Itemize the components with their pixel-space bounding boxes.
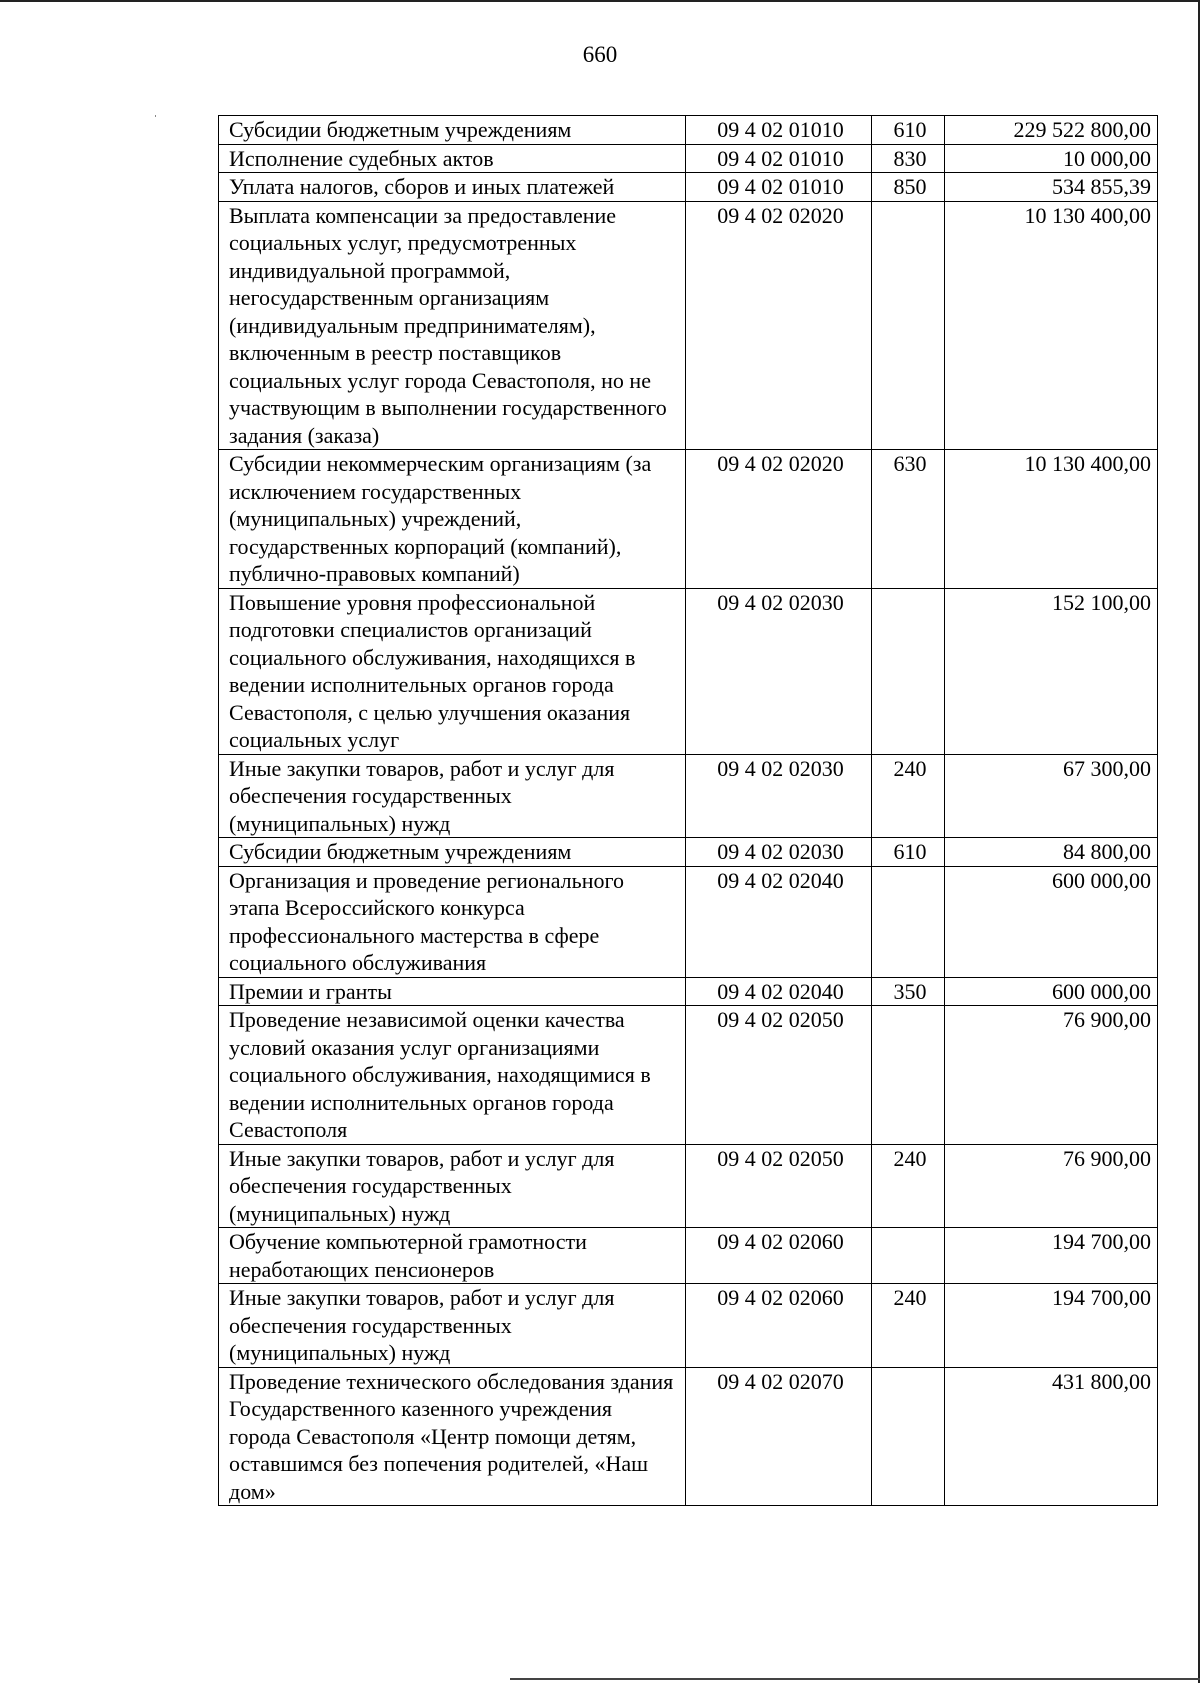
expense-type-cell: 630 xyxy=(872,450,945,589)
target-article-code-cell: 09 4 02 02060 xyxy=(686,1284,872,1368)
table-row xyxy=(219,1284,1158,1368)
amount-cell: 10 130 400,00 xyxy=(945,450,1158,589)
amount-cell: 84 800,00 xyxy=(945,838,1158,867)
target-article-code-cell: 09 4 02 01010 xyxy=(686,173,872,202)
row-name-cell: Субсидии некоммерческим организациям (за исключением государственных (муниципальных) учреждений, государственных корпораций (компаний), публично-правовых компаний) xyxy=(219,450,686,589)
table-row xyxy=(219,144,1158,173)
budget-table-body xyxy=(219,116,1158,1506)
scan-mark xyxy=(155,115,156,117)
row-name-cell: Иные закупки товаров, работ и услуг для обеспечения государственных (муниципальных) нужд xyxy=(219,754,686,838)
table-row xyxy=(219,1228,1158,1284)
target-article-code-cell: 09 4 02 01010 xyxy=(686,144,872,173)
scan-edge-bottom xyxy=(510,1678,1200,1680)
expense-type-cell xyxy=(872,1228,945,1284)
scan-edge-top xyxy=(0,0,1200,2)
expense-type-cell: 240 xyxy=(872,1284,945,1368)
expense-type-cell xyxy=(872,866,945,977)
table-row xyxy=(219,754,1158,838)
target-article-code-cell: 09 4 02 02040 xyxy=(686,866,872,977)
table-row xyxy=(219,1144,1158,1228)
expense-type-cell: 350 xyxy=(872,977,945,1006)
target-article-code-cell: 09 4 02 02060 xyxy=(686,1228,872,1284)
table-row xyxy=(219,116,1158,145)
amount-cell: 10 130 400,00 xyxy=(945,201,1158,450)
amount-cell: 194 700,00 xyxy=(945,1284,1158,1368)
amount-cell: 152 100,00 xyxy=(945,588,1158,754)
row-name-cell: Премии и гранты xyxy=(219,977,686,1006)
target-article-code-cell: 09 4 02 02040 xyxy=(686,977,872,1006)
target-article-code-cell: 09 4 02 02050 xyxy=(686,1006,872,1145)
target-article-code-cell: 09 4 02 02050 xyxy=(686,1144,872,1228)
expense-type-cell: 610 xyxy=(872,838,945,867)
expense-type-cell: 850 xyxy=(872,173,945,202)
amount-cell: 600 000,00 xyxy=(945,977,1158,1006)
expense-type-cell xyxy=(872,1367,945,1506)
target-article-code-cell: 09 4 02 02020 xyxy=(686,201,872,450)
table-row xyxy=(219,588,1158,754)
expense-type-cell xyxy=(872,201,945,450)
row-name-cell: Уплата налогов, сборов и иных платежей xyxy=(219,173,686,202)
budget-table xyxy=(218,115,1158,1506)
expense-type-cell: 830 xyxy=(872,144,945,173)
expense-type-cell: 610 xyxy=(872,116,945,145)
page-number: 660 xyxy=(582,42,618,67)
row-name-cell: Организация и проведение регионального этапа Всероссийского конкурса профессионального мастерства в сфере социального обслуживания xyxy=(219,866,686,977)
amount-cell: 76 900,00 xyxy=(945,1144,1158,1228)
expense-type-cell xyxy=(872,588,945,754)
table-row xyxy=(219,866,1158,977)
amount-cell: 431 800,00 xyxy=(945,1367,1158,1506)
table-row xyxy=(219,977,1158,1006)
row-name-cell: Иные закупки товаров, работ и услуг для обеспечения государственных (муниципальных) нужд xyxy=(219,1144,686,1228)
table-row xyxy=(219,1006,1158,1145)
target-article-code-cell: 09 4 02 02030 xyxy=(686,754,872,838)
row-name-cell: Субсидии бюджетным учреждениям xyxy=(219,116,686,145)
amount-cell: 534 855,39 xyxy=(945,173,1158,202)
amount-cell: 600 000,00 xyxy=(945,866,1158,977)
table-row xyxy=(219,450,1158,589)
row-name-cell: Субсидии бюджетным учреждениям xyxy=(219,838,686,867)
table-row xyxy=(219,173,1158,202)
target-article-code-cell: 09 4 02 02030 xyxy=(686,588,872,754)
expense-type-cell xyxy=(872,1006,945,1145)
expense-type-cell: 240 xyxy=(872,754,945,838)
target-article-code-cell: 09 4 02 02020 xyxy=(686,450,872,589)
row-name-cell: Проведение независимой оценки качества условий оказания услуг организациями социального обслуживания, находящимися в ведении исполнительных органов города Севастополя xyxy=(219,1006,686,1145)
target-article-code-cell: 09 4 02 02070 xyxy=(686,1367,872,1506)
table-row xyxy=(219,1367,1158,1506)
row-name-cell: Иные закупки товаров, работ и услуг для обеспечения государственных (муниципальных) нужд xyxy=(219,1284,686,1368)
table-row xyxy=(219,201,1158,450)
amount-cell: 10 000,00 xyxy=(945,144,1158,173)
target-article-code-cell: 09 4 02 01010 xyxy=(686,116,872,145)
row-name-cell: Повышение уровня профессиональной подготовки специалистов организаций социального обслуживания, находящихся в ведении исполнительных органов города Севастополя, с целью улучшения оказания социальных услуг xyxy=(219,588,686,754)
amount-cell: 76 900,00 xyxy=(945,1006,1158,1145)
table-row xyxy=(219,838,1158,867)
target-article-code-cell: 09 4 02 02030 xyxy=(686,838,872,867)
amount-cell: 67 300,00 xyxy=(945,754,1158,838)
row-name-cell: Выплата компенсации за предоставление социальных услуг, предусмотренных индивидуальной программой, негосударственным организациям (индивидуальным предпринимателям), включенным в реестр поставщиков социальных услуг города Севастополя, но не участвующим в выполнении государственного задания (заказа) xyxy=(219,201,686,450)
amount-cell: 229 522 800,00 xyxy=(945,116,1158,145)
amount-cell: 194 700,00 xyxy=(945,1228,1158,1284)
row-name-cell: Обучение компьютерной грамотности неработающих пенсионеров xyxy=(219,1228,686,1284)
row-name-cell: Исполнение судебных актов xyxy=(219,144,686,173)
expense-type-cell: 240 xyxy=(872,1144,945,1228)
row-name-cell: Проведение технического обследования здания Государственного казенного учреждения города Севастополя «Центр помощи детям, оставшимся без попечения родителей, «Наш дом» xyxy=(219,1367,686,1506)
